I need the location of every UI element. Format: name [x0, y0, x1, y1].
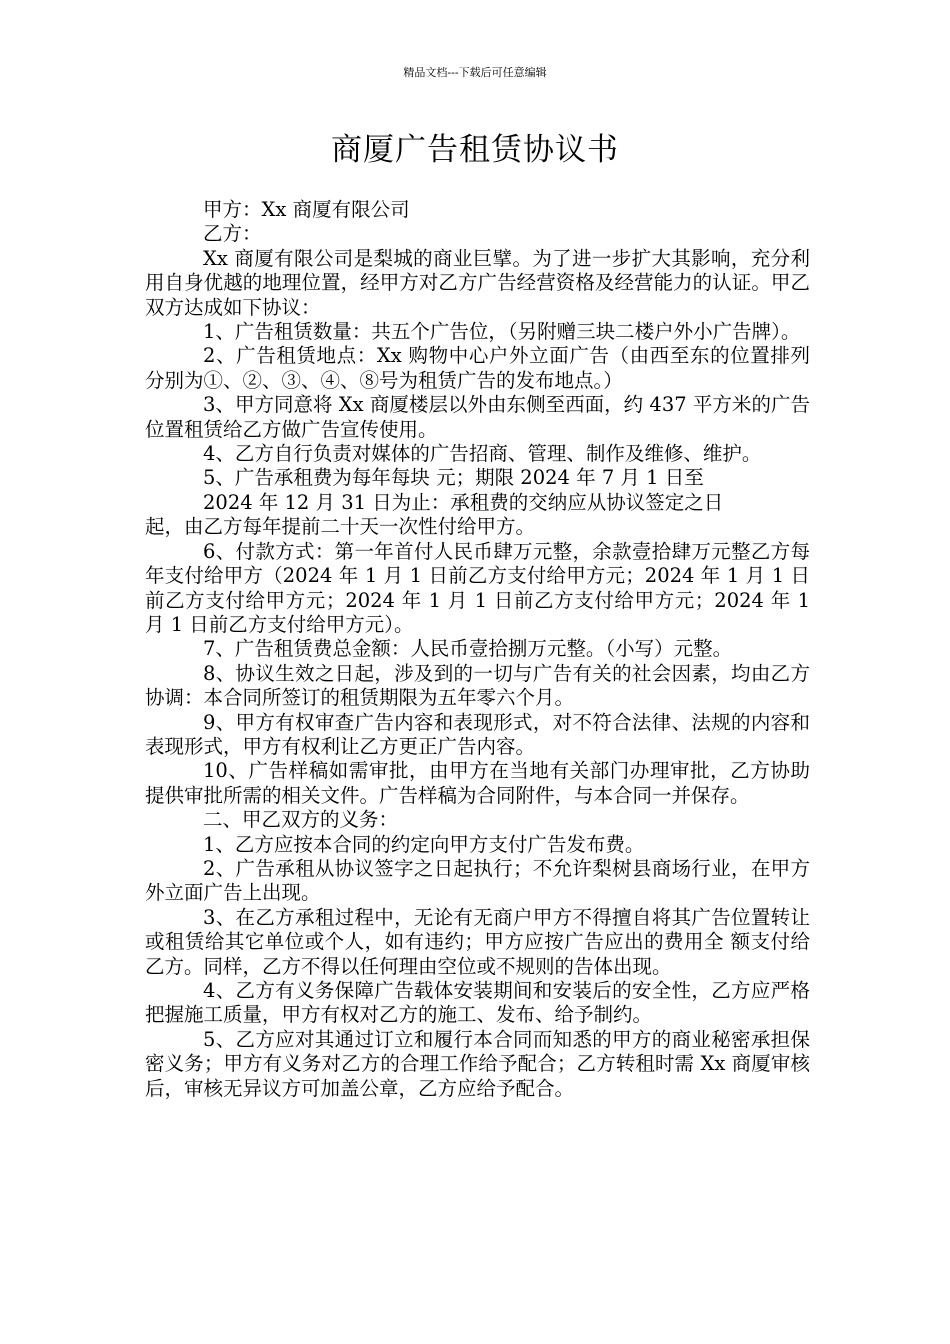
document-body	[145, 198, 810, 1101]
obligation-1: 1、乙方应按本合同的约定向甲方支付广告发布费。	[203, 832, 645, 856]
party-a: 甲方：Xx 商厦有限公司	[203, 198, 410, 221]
clause-5-line-2: 2024 年 12 月 31 日为止：承租费的交纳应从协议签定之日	[203, 490, 724, 514]
clause-6: 6、付款方式：第一年首付人民币肆万元整，余款壹拾肆万元整乙方每年支付给甲方（2024 年 1 月 1 日前乙方支付给甲方元；2024 年 1 月 1 日前乙方支付给甲方元；2024 年 1 月 1 日前乙方支付给甲方元；2024 年 1 月 1 日前乙方支付给甲方元）。	[145, 539, 810, 636]
obligation-5: 5、乙方应对其通过订立和履行本合同而知悉的甲方的商业秘密承担保密义务；甲方有义务对乙方的合理工作给予配合；乙方转租时需 Xx 商厦审核后，审核无异议方可加盖公章，乙方应给予配合。	[145, 1027, 810, 1100]
obligation-4: 4、乙方有义务保障广告载体安装期间和安装后的安全性，乙方应严格把握施工质量，甲方有权对乙方的施工、发布、给予制约。	[145, 979, 810, 1027]
clause-3: 3、甲方同意将 Xx 商厦楼层以外由东侧至西面，约 437 平方米的广告位置租赁给乙方做广告宣传使用。	[145, 393, 810, 441]
obligation-2: 2、广告承租从协议签字之日起执行；不允许梨树县商场行业，在甲方外立面广告上出现。	[145, 856, 810, 905]
clause-1: 1、广告租赁数量：共五个广告位，（另附赠三块二楼户外小广告牌）。	[203, 320, 801, 344]
clause-5-line-1: 5、广告承租费为每年每块 元；期限 2024 年 7 月 1 日至	[203, 466, 704, 490]
clause-9: 9、甲方有权审查广告内容和表现形式，对不符合法律、法规的内容和表现形式，甲方有权利让乙方更正广告内容。	[145, 710, 810, 758]
clause-5-line-3: 起，由乙方每年提前二十天一次性付给甲方。	[145, 515, 536, 539]
clause-4: 4、乙方自行负责对媒体的广告招商、管理、制作及维修、维护。	[203, 442, 762, 466]
obligation-3: 3、在乙方承租过程中，无论有无商户甲方不得擅自将其广告位置转让或租赁给其它单位或个人，如有违约；甲方应按广告应出的费用全 额支付给乙方。同样，乙方不得以任何理由空位或不规则的告体出现。	[145, 905, 810, 978]
intro-paragraph: Xx 商厦有限公司是梨城的商业巨擘。为了进一步扩大其影响，充分利用自身优越的地理位置，经甲方对乙方广告经营资格及经营能力的认证。甲乙双方达成如下协议：	[145, 246, 810, 319]
clause-8: 8、协议生效之日起，涉及到的一切与广告有关的社会因素，均由乙方协调：本合同所签订的租赁期限为五年零六个月。	[145, 661, 810, 710]
page-header: 精品文档---下载后可任意编辑	[403, 66, 547, 79]
party-b: 乙方：	[203, 222, 262, 246]
clause-7: 7、广告租赁费总金额：人民币壹拾捌万元整。（小写）元整。	[203, 637, 733, 661]
clause-10: 10、广告样稿如需审批，由甲方在当地有关部门办理审批，乙方协助提供审批所需的相关文件。广告样稿为合同附件，与本合同一并保存。	[145, 759, 810, 807]
section-2-heading: 二、甲乙双方的义务：	[203, 808, 399, 832]
clause-2: 2、广告租赁地点：Xx 购物中心户外立面广告（由西至东的位置排列分别为①、②、③、④、⑧号为租赁广告的发布地点。）	[145, 344, 810, 392]
clause-5	[145, 466, 810, 539]
document-title: 商厦广告租赁协议书	[331, 132, 619, 168]
